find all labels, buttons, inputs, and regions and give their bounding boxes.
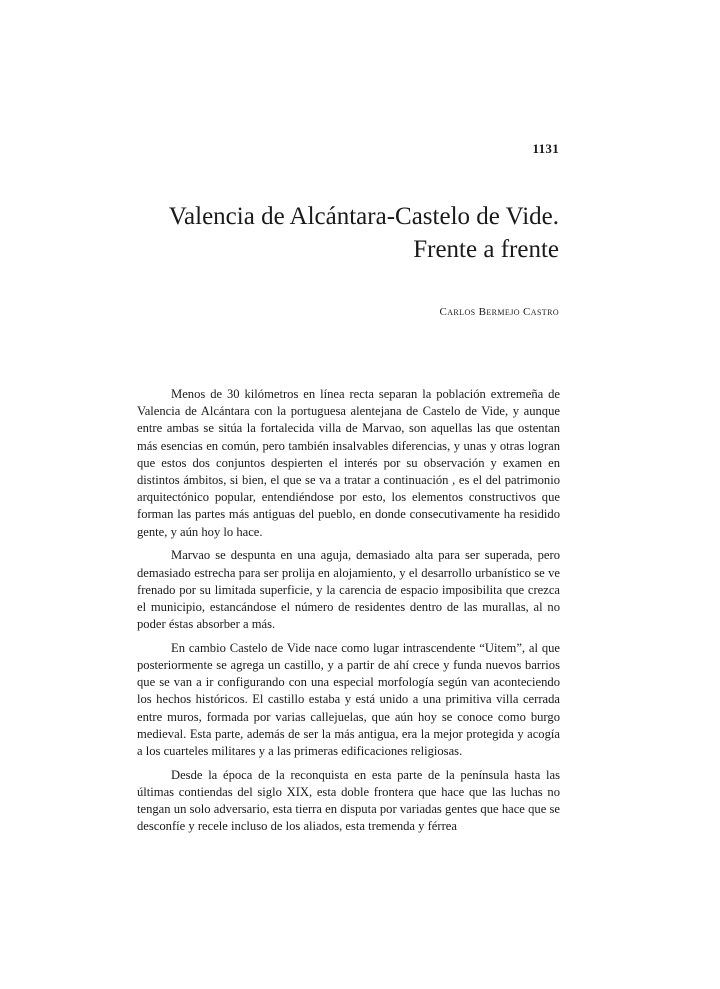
body-paragraph: Marvao se despunta en una aguja, demasiado alta para ser superada, pero demasiado estrecha para ser prolija en alojamiento, y el desarrollo urbanístico se ve frenado por su limitada superficie, y la carencia de espacio imposibilita que crezca el municipio, estancándose el número de residentes dentro de las murallas, al no poder éstas absorber a más. (137, 548, 560, 632)
article-body (137, 386, 560, 842)
body-paragraph: Desde la época de la reconquista en esta parte de la península hasta las últimas contiendas del siglo XIX, esta doble frontera que hace que las luchas no tengan un solo adversario, esta tierra en disputa por variadas gentes que hace que se desconfíe y recele incluso de los aliados, esta tremenda y férrea (137, 767, 560, 834)
article-title-line-1: Valencia de Alcántara-Castelo de Vide. (168, 203, 559, 230)
article-title (119, 200, 559, 266)
author-name: Carlos Bermejo Castro (439, 306, 559, 318)
article-title-line-2: Frente a frente (413, 236, 559, 263)
page-number: 1131 (532, 141, 559, 156)
body-paragraph: En cambio Castelo de Vide nace como lugar intrascendente “Uitem”, al que posteriormente se agrega un castillo, y a partir de ahí crece y funda nuevos barrios que se van a ir configurando con una especial morfología según van aconteciendo los hechos históricos. El castillo estaba y está unido a una primitiva villa cerrada entre muros, formada por varias callejuelas, que aún hoy se conoce como burgo medieval. Esta parte, además de ser la más antigua, era la mejor protegida y acogía a los cuarteles militares y a las primeras edificaciones religiosas. (137, 640, 560, 759)
body-paragraph: Menos de 30 kilómetros en línea recta separan la población extremeña de Valencia de Alcántara con la portuguesa alentejana de Castelo de Vide, y aunque entre ambas se sitúa la fortalecida villa de Marvao, son aquellas las que ostentan más esencias en común, pero también insalvables diferencias, y unas y otras logran que estos dos conjuntos despierten el interés por su observación y examen en distintos ámbitos, si bien, el que se va a tratar a continuación , es el del patrimonio arquitectónico popular, entendiéndose por esto, los elementos constructivos que forman las partes más antiguas del pueblo, en donde consecutivamente ha residido gente, y aún hoy lo hace. (137, 387, 560, 539)
